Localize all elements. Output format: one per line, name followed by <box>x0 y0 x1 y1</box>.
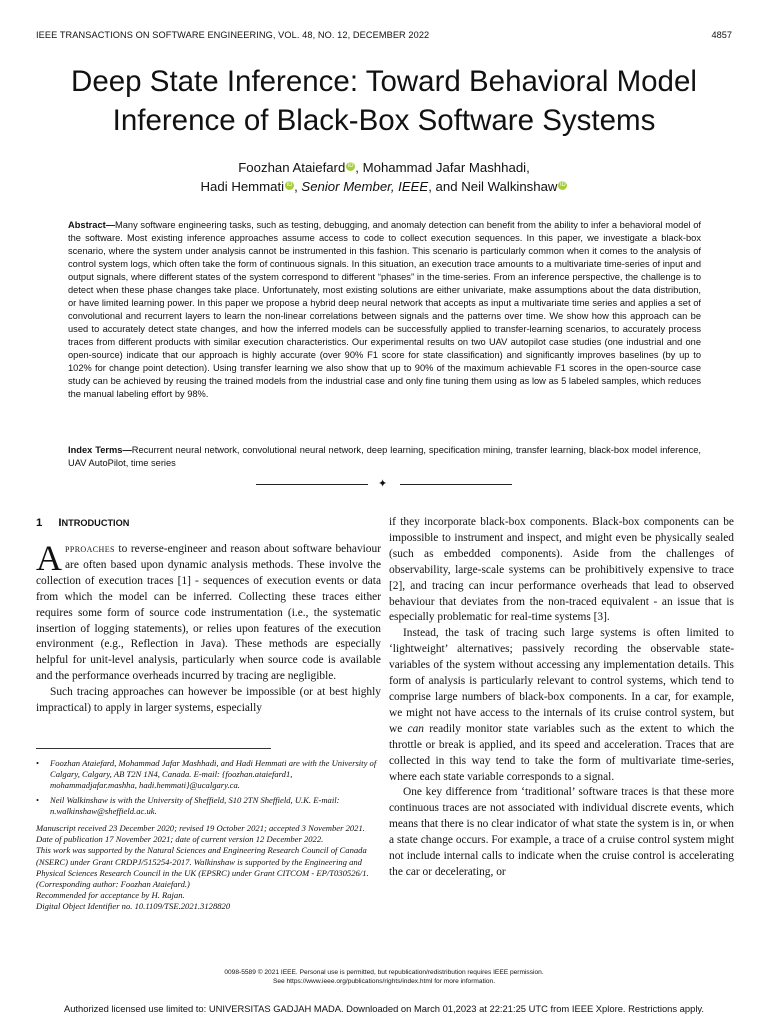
footnote-text: Neil Walkinshaw is with the University of Sheffield, S10 2TN Sheffield, U.K. E-mail: n.walkinshaw@sheffield.ac.uk. <box>50 794 340 816</box>
recommended-by: Recommended for acceptance by H. Rajan. <box>36 890 185 901</box>
orcid-icon[interactable]: iD <box>347 162 354 169</box>
author-name: , Mohammad Jafar Mashhadi, <box>355 160 530 175</box>
author-name: , and Neil Walkinshaw <box>428 179 558 194</box>
affiliation-footnote <box>36 758 381 792</box>
index-terms <box>68 444 701 470</box>
manuscript-dates: Manuscript received 23 December 2020; revised 19 October 2021; accepted 3 November 2021. Date of publication 17 November 2021; date of current version 12 December 2022. <box>36 823 365 845</box>
doi: Digital Object Identifier no. 10.1109/TSE.2021.3128820 <box>36 901 231 912</box>
drop-cap: A <box>36 538 62 578</box>
author-name: Foozhan Ataiefard <box>238 160 346 175</box>
section-heading <box>36 514 381 532</box>
separator-line <box>400 484 512 485</box>
page-number: 4857 <box>711 30 732 40</box>
paper-title <box>20 62 748 140</box>
footnotes <box>36 758 381 913</box>
abstract <box>68 219 701 401</box>
separator-line <box>256 484 368 485</box>
index-terms-label: Index Terms— <box>68 445 132 455</box>
author-role: Senior Member, IEEE <box>301 179 429 194</box>
orcid-icon[interactable]: iD <box>286 181 293 188</box>
section-separator <box>256 478 512 490</box>
author-separator: , <box>294 179 302 194</box>
affiliation-footnote <box>36 795 381 817</box>
section-title-rest: NTRODUCTION <box>61 518 130 528</box>
copyright-notice <box>0 968 768 986</box>
copyright-line: 0098-5589 © 2021 IEEE. Personal use is permitted, but republication/redistribution requires IEEE permission. <box>224 969 544 976</box>
section-number: 1 <box>36 517 43 529</box>
bullet: • <box>36 794 40 805</box>
emphasis: can <box>407 722 424 735</box>
body-paragraph <box>389 626 734 785</box>
rights-link[interactable]: See https://www.ieee.org/publications/rights/index.html for more information. <box>272 978 496 985</box>
title-line-2: Inference of Black-Box Software Systems <box>112 104 656 137</box>
smallcaps-lead: pproaches <box>65 543 115 555</box>
body-paragraph: One key difference from ‘traditional’ software traces is that these more continuous traces are not associated with individual discrete events, which means that there is no clear indicator of what state the system is in, or when a state change occurs. For example, a trace of a cruise control system might not include internal calls to indicate when the cruise control is accelerating the car or decelerating, or <box>389 786 734 878</box>
journal-header: IEEE TRANSACTIONS ON SOFTWARE ENGINEERING, VOL. 48, NO. 12, DECEMBER 2022 <box>36 30 430 40</box>
publication-info <box>36 823 381 913</box>
abstract-text: Many software engineering tasks, such as testing, debugging, and anomaly detection can benefit from the ability to infer a behavioral model of the software. Most existing inference approaches assume access to code to collect execution sequences. In this paper, we investigate a black-box scenario, where the system under analysis cannot be instrumented in this fashion. This scenario is particularly common when it comes to the analysis of control system logs, which often take the form of continuous signals. In this situation, an execution trace amounts to a multivariate time-series of input and output signals, where different states of the system correspond to different “phases” in the time-series. From an inference perspective, the challenge is to detect when these phase changes take place. Unfortunately, most existing solutions are either univariate, make assumptions about the data distribution, or have limited learning power. In this paper we propose a hybrid deep neural network that accepts as input a multivariate time series and applies a set of convolutional and recurrent layers to learn the non-linear correlations between signals and the patterns over time. We show how this approach can be used to accurately detect state changes, and how the inferred models can be successfully applied to transfer-learning scenarios, to accurately process traces from different products with similar execution characteristics. Our experimental results on two UAV autopilot case studies (one industrial and one open-source) indicate that our approach is highly accurate (over 90% F1 score for state classification) and significantly improves baselines (by up to 102% for change point detection). Using transfer learning we also show that up to 90% of the maximum achievable F1 scores in the open-source case study can be achieved by reusing the trained models from the industrial case and only fine tuning them using as low as 5 labeled samples, which reduces the manual labeling effort by 98%. <box>68 220 701 399</box>
paragraph-text: readily monitor state variables such as the extent to which the throttle or break is applied, and its speed and acceleration. Traces that are collected in this way tend to take the form of multivariate time-series, where each state variable corresponds to a signal. <box>389 722 734 783</box>
corresponding-author: (Corresponding author: Foozhan Ataiefard.) <box>36 879 190 890</box>
paragraph-text: Instead, the task of tracing such large systems is often limited to ‘lightweight’ alternatives; passively recording the observable state-variables of the system without accessing any implementation details. This form of analysis is particularly relevant to control systems, which tend to comprise large numbers of black-box components. In a car, for example, we might not have access to the internals of its cruise control system, but we <box>389 627 734 735</box>
right-column <box>389 515 734 881</box>
license-footer: Authorized licensed use limited to: UNIVERSITAS GADJAH MADA. Downloaded on March 01,2023 at 22:21:25 UTC from IEEE Xplore. Restrictions apply. <box>63 1003 705 1014</box>
author-list <box>40 158 728 196</box>
author-name: Hadi Hemmati <box>200 179 285 194</box>
left-column <box>36 514 381 717</box>
orcid-icon[interactable]: iD <box>560 181 566 188</box>
funding-note: This work was supported by the Natural Sciences and Engineering Research Council of Canada (NSERC) under Grant CRDPJ/515254-2017. Walkinshaw is supported by the Engineering and Physical Sciences Research Council in the UK (EPSRC) under Grant CITCOM - EP/T030526/1. <box>36 845 369 878</box>
bullet: • <box>36 758 40 768</box>
footnote-text: Foozhan Ataiefard, Mohammad Jafar Mashhadi, and Hadi Hemmati are with the University of Calgary, Calgary, AB T2N 1N4, Canada. E-mail: {foozhan.ataiefard1, mohammadjafar.mashha, hadi.hemmati}@ucalgary.ca. <box>50 758 377 791</box>
abstract-label: Abstract— <box>68 220 116 230</box>
title-line-1: Deep State Inference: Toward Behavioral Model <box>71 65 697 98</box>
index-terms-text: Recurrent neural network, convolutional neural network, deep learning, specification mining, transfer learning, black-box model inference, UAV AutoPilot, time series <box>68 445 701 468</box>
running-head <box>36 30 732 44</box>
footnote-rule <box>36 748 271 749</box>
separator-diamond-icon: ✦ <box>378 478 388 490</box>
paragraph-text: to reverse-engineer and reason about software behaviour are often based upon dynamic analysis methods. These involve the collection of execution traces [1] - sequences of execution events or data from which the model can be inferred. Collecting these traces either requires some form of source code instrumentation (i.e., the systematic insertion of logging statements), or relies upon features of the execution environment (e.g., Reflection in Java). These methods are especially helpful for unit-level analysis, particularly when source code is available and the performance overheads incurred by tracing are negligible. <box>36 543 381 683</box>
body-paragraph: Such tracing approaches can however be impossible (or at best highly impractical) to apply in larger systems, especially <box>36 686 381 715</box>
body-paragraph <box>36 538 381 685</box>
body-paragraph: if they incorporate black-box components. Black-box components can be impossible to instrument and inspect, and might even be physically sealed (such as embedded components). Aside from the challenges of observability, large-scale systems can be prohibitively expensive to trace [2], and tracing can incur performance overheads that lead to observed behaviour that deviates from the non-traced equivalent - an issue that is especially problematic for real-time systems [3]. <box>389 516 734 624</box>
section-title-initial: I <box>58 517 62 529</box>
